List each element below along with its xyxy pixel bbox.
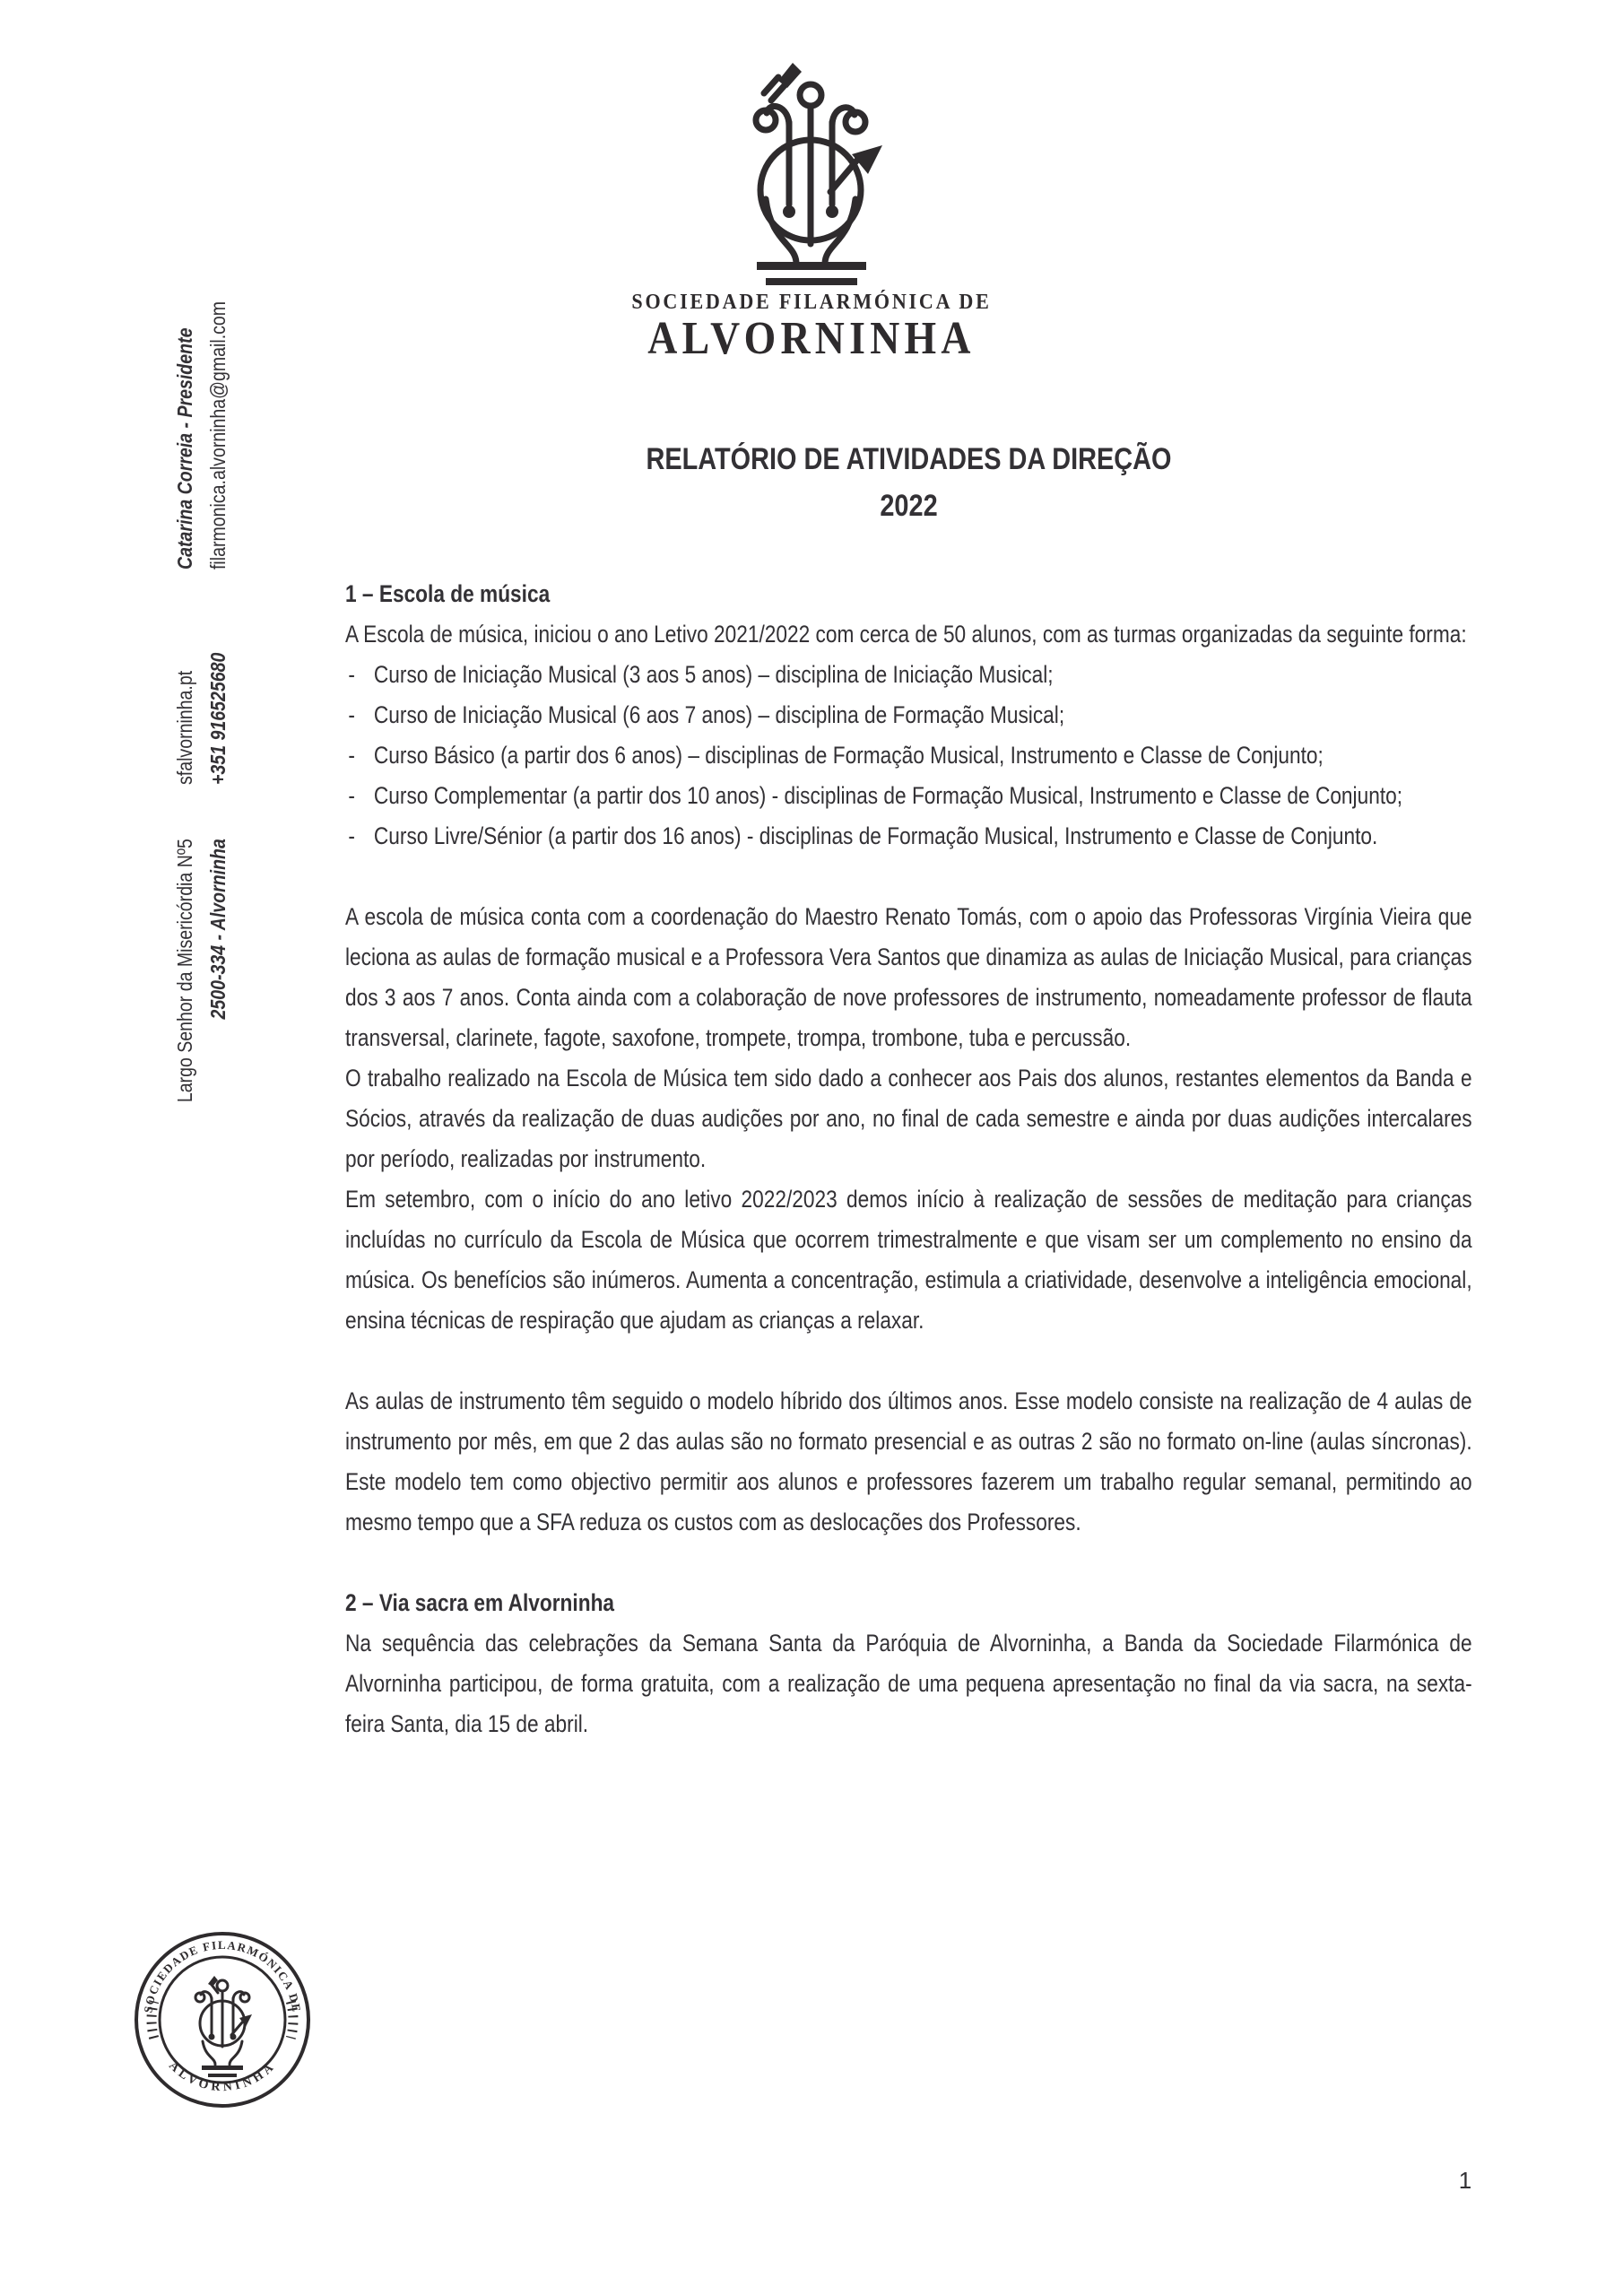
paragraph-meditation: Em setembro, com o início do ano letivo 2022/2023 demos início à realização de sessões de meditação para crianças incluídas no currículo da Escola de Música que ocorrem trimestralmente e que visam ser um complemento no ensino da música. Os benefícios são inúmeros. Aumenta a concentração, estimula a criatividade, desenvolve a inteligência emocional, ensina técnicas de respiração que ajudam as crianças a relaxar.: [345, 1186, 1472, 1334]
section-2-heading: 2 – Via sacra em Alvorninha: [345, 1589, 615, 1616]
section-1-intro: A Escola de música, iniciou o ano Letivo 2021/2022 com cerca de 50 alunos, com as turmas organizadas da seguinte forma:: [345, 621, 1467, 648]
society-seal-stamp: [131, 1928, 314, 2111]
course-list-item: [345, 735, 1472, 776]
seal-bottom-text: ALVORNINHA: [166, 2058, 279, 2095]
course-list-item: [345, 695, 1472, 735]
report-body: [345, 574, 1472, 1744]
list-dash-marker: -: [348, 701, 355, 728]
course-item-text: Curso de Iniciação Musical (6 aos 7 anos) – disciplina de Formação Musical;: [373, 701, 1065, 728]
document-year: 2022: [880, 489, 938, 523]
list-dash-marker: -: [348, 661, 355, 688]
phone-number: +351 916525680: [206, 652, 230, 785]
course-list-item: [345, 655, 1472, 695]
paragraph-work: O trabalho realizado na Escola de Música tem sido dado a conhecer aos Pais dos alunos, restantes elementos da Banda e Sócios, através da realização de duas audições por ano, no final de cada semestre e ainda por duas audições intercalares por período, realizadas por instrumento.: [345, 1065, 1472, 1172]
address-postal: 2500-334 - Alvorninha: [206, 839, 230, 1020]
list-dash-marker: -: [348, 822, 355, 849]
course-item-text: Curso Livre/Sénior (a partir dos 16 anos) - disciplinas de Formação Musical, Instrumento e Classe de Conjunto.: [373, 822, 1378, 849]
course-item-text: Curso Complementar (a partir dos 10 anos) - disciplinas de Formação Musical, Instrumento e Classe de Conjunto;: [373, 782, 1403, 809]
seal-top-text: SOCIEDADE FILARMÓNICA DE: [141, 1937, 304, 2014]
course-list: [345, 655, 1472, 857]
seal-lyre-icon: [195, 1976, 252, 2077]
course-list-item: [345, 776, 1472, 816]
paragraph-hybrid: As aulas de instrumento têm seguido o modelo híbrido dos últimos anos. Esse modelo consiste na realização de 4 aulas de instrumento por mês, em que 2 das aulas são no formato presencial e as outras 2 são no formato on-line (aulas síncronas). Este modelo tem como objectivo permitir aos alunos e professores fazerem um trabalho regular semanal, permitindo ao mesmo tempo que a SFA reduza os custos com as deslocações dos Professores.: [345, 1387, 1472, 1535]
section-1-heading: 1 – Escola de música: [345, 580, 551, 607]
course-item-text: Curso Básico (a partir dos 6 anos) – disciplinas de Formação Musical, Instrumento e Classe de Conjunto;: [373, 742, 1324, 769]
lyre-logo-icon: [751, 59, 884, 287]
section-2-paragraph: Na sequência das celebrações da Semana Santa da Paróquia de Alvorninha, a Banda da Sociedade Filarmónica de Alvorninha participou, de forma gratuita, com a realização de uma pequena apresentação no final da via sacra, na sexta-feira Santa, dia 15 de abril.: [345, 1630, 1472, 1737]
document-title: RELATÓRIO DE ATIVIDADES DA DIREÇÃO: [646, 442, 1172, 476]
president-name: Catarina Correia - Presidente: [173, 327, 196, 570]
website: sfalvorninha.pt: [173, 670, 196, 785]
sidebar-president-block: [169, 265, 235, 570]
paragraph-coordination: A escola de música conta com a coordenação do Maestro Renato Tomás, com o apoio das Professoras Virgínia Vieira que leciona as aulas de formação musical e a Professora Vera Santos que dinamiza as aulas de Iniciação Musical, para crianças dos 3 aos 7 anos. Conta ainda com a colaboração de nove professores de instrumento, nomeadamente professor de flauta transversal, clarinete, fagote, saxofone, trompete, trompa, trombone, tuba e percussão.: [345, 903, 1472, 1051]
sidebar-address-block: [169, 839, 235, 1175]
list-dash-marker: -: [348, 782, 355, 809]
brand-wordmark-top: SOCIEDADE FILARMÓNICA DE: [631, 291, 992, 314]
sidebar-contacts-block: [169, 621, 235, 785]
document-title-block: [430, 436, 1387, 529]
page-number: 1: [1458, 2167, 1472, 2194]
address-street: Largo Senhor da Misericórdia Nº5: [173, 839, 196, 1103]
list-dash-marker: -: [348, 742, 355, 769]
course-list-item: [345, 816, 1472, 857]
president-email: filarmonica.alvorninha@gmail.com: [206, 300, 230, 570]
brand-wordmark-main: ALVORNINHA: [647, 313, 976, 364]
course-item-text: Curso de Iniciação Musical (3 aos 5 anos) – disciplina de Iniciação Musical;: [373, 661, 1054, 688]
